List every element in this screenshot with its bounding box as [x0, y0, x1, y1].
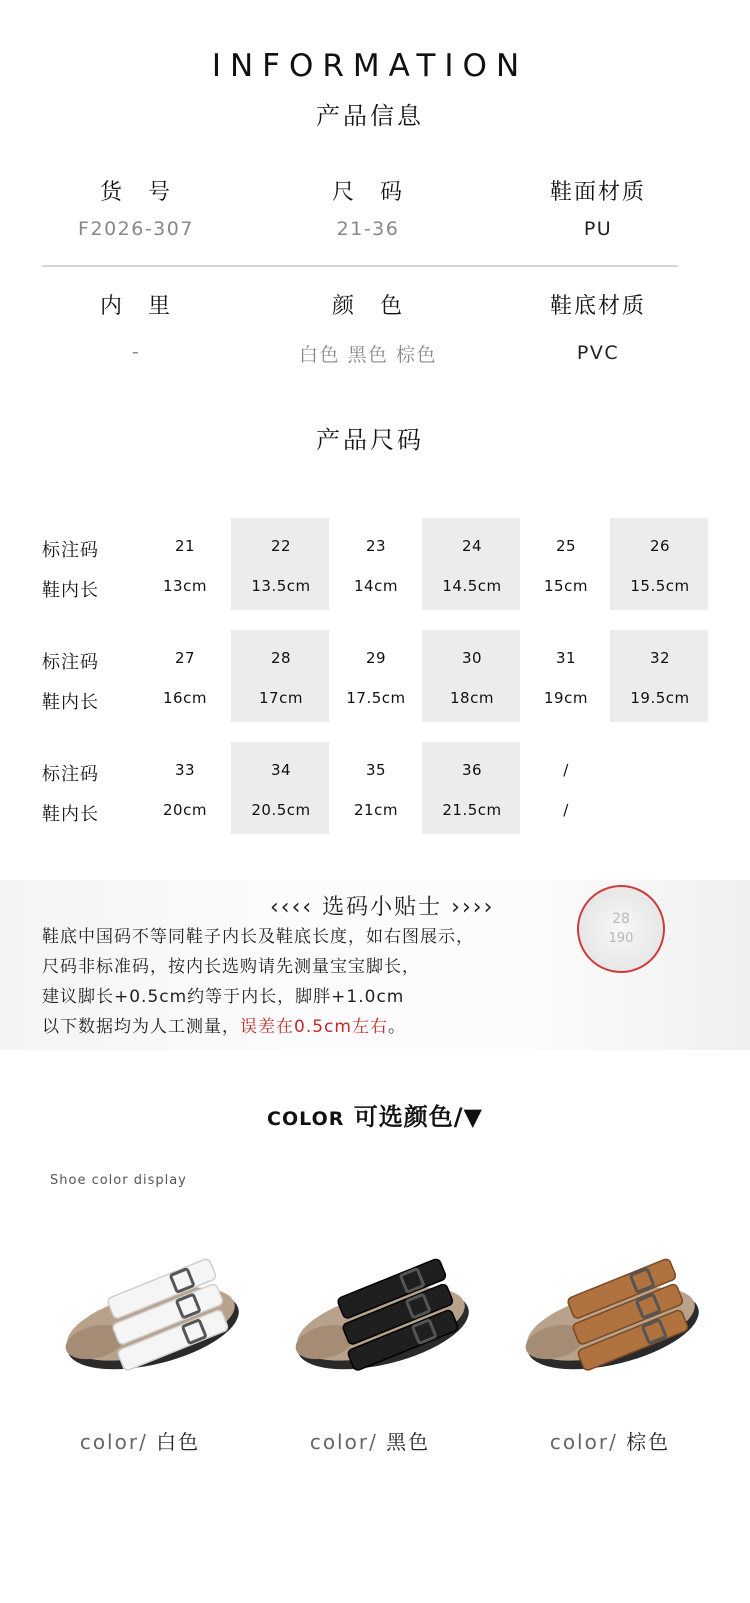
sandal-icon [55, 1250, 245, 1400]
size-length-label: 鞋内长 [42, 580, 99, 601]
size-code: 26 [649, 537, 671, 555]
shoe-image [285, 1250, 475, 1400]
shoe-color-display-label: Shoe color display [50, 1173, 187, 1188]
info-label-lining: 内 里 [99, 294, 172, 319]
size-code: 25 [555, 537, 577, 555]
info-value-upper-material: PU [583, 218, 613, 240]
sandal-icon [515, 1250, 705, 1400]
size-length: / [563, 801, 569, 819]
sole-size-photo [577, 885, 665, 973]
size-code: 28 [270, 649, 292, 667]
size-length: 15cm [544, 577, 588, 595]
color-heading-cn: 可选颜色/▼ [353, 1103, 483, 1131]
size-cell-shade [231, 630, 329, 722]
color-caption [270, 1426, 470, 1455]
tip-error-highlight: 误差在0.5cm左右 [240, 1017, 388, 1037]
size-code: 33 [174, 761, 196, 779]
sandal-icon [285, 1250, 475, 1400]
info-value-size: 21-36 [336, 218, 400, 240]
size-length-label: 鞋内长 [42, 804, 99, 825]
tip-line-3: 建议脚长+0.5cm约等于内长，脚胖+1.0cm [42, 987, 405, 1007]
color-caption-name: 黑色 [386, 1430, 431, 1454]
color-caption-prefix: color/ [549, 1430, 627, 1454]
size-code: 22 [270, 537, 292, 555]
size-length: 13.5cm [251, 577, 311, 595]
tip-line-4-suffix: 。 [387, 1017, 406, 1037]
shoe-image [515, 1250, 705, 1400]
color-caption-name: 棕色 [626, 1430, 671, 1454]
size-length: 14cm [354, 577, 398, 595]
size-section-title: 产品尺码 [316, 426, 424, 454]
shoe-image [55, 1250, 245, 1400]
size-length: 17.5cm [346, 689, 406, 707]
size-cell-shade [610, 518, 708, 610]
size-cell-shade [422, 630, 520, 722]
size-cell-shade [610, 630, 708, 722]
sole-length-number: 190 [608, 931, 634, 946]
size-code: 34 [270, 761, 292, 779]
tip-line-4-prefix: 以下数据均为人工测量， [42, 1017, 240, 1037]
tip-line-1: 鞋底中国码不等同鞋子内长及鞋底长度，如右图展示， [42, 927, 474, 947]
tips-title: ‹‹‹‹ 选码小贴士 ›››› [270, 895, 495, 920]
color-caption-name: 白色 [156, 1430, 201, 1454]
info-label-color: 颜 色 [331, 294, 404, 319]
size-code: 23 [365, 537, 387, 555]
size-code: 32 [649, 649, 671, 667]
size-code: 29 [365, 649, 387, 667]
size-length-label: 鞋内长 [42, 692, 99, 713]
size-length: 17cm [259, 689, 303, 707]
tip-line-2: 尺码非标准码，按内长选购请先测量宝宝脚长， [42, 957, 420, 977]
title-en: INFORMATION [211, 48, 529, 84]
size-length: 19cm [544, 689, 588, 707]
info-value-lining: - [131, 341, 141, 363]
size-cell-shade [231, 742, 329, 834]
color-heading [0, 1097, 750, 1132]
size-code: 24 [461, 537, 483, 555]
info-label-upper-material: 鞋面材质 [549, 180, 646, 205]
size-length: 16cm [163, 689, 207, 707]
info-value-color: 白色 黑色 棕色 [298, 344, 438, 366]
tip-line-4 [42, 1012, 406, 1037]
info-label-size: 尺 码 [331, 180, 404, 205]
size-length: 20cm [163, 801, 207, 819]
size-length: 18cm [450, 689, 494, 707]
info-label-sole-material: 鞋底材质 [549, 294, 646, 319]
size-code: 21 [174, 537, 196, 555]
size-code: 27 [174, 649, 196, 667]
color-heading-en: COLOR [267, 1108, 345, 1130]
title-cn: 产品信息 [316, 102, 424, 130]
size-cell-shade [231, 518, 329, 610]
size-code: 36 [461, 761, 483, 779]
size-code: 30 [461, 649, 483, 667]
size-code: 35 [365, 761, 387, 779]
size-cell-shade [422, 518, 520, 610]
size-code: / [563, 761, 569, 779]
info-label-article: 货 号 [99, 180, 172, 205]
color-caption-prefix: color/ [79, 1430, 157, 1454]
size-length: 20.5cm [251, 801, 311, 819]
color-caption [510, 1426, 710, 1455]
size-code-label: 标注码 [42, 652, 99, 673]
size-code-label: 标注码 [42, 764, 99, 785]
size-length: 21.5cm [442, 801, 502, 819]
size-length: 15.5cm [630, 577, 690, 595]
size-code-label: 标注码 [42, 540, 99, 561]
color-caption [40, 1426, 240, 1455]
info-value-sole-material: PVC [576, 342, 620, 364]
size-cell-shade [422, 742, 520, 834]
size-length: 19.5cm [630, 689, 690, 707]
size-length: 21cm [354, 801, 398, 819]
info-divider [42, 265, 678, 267]
sole-size-number: 28 [612, 911, 630, 927]
size-length: 14.5cm [442, 577, 502, 595]
info-value-article: F2026-307 [78, 218, 194, 240]
color-caption-prefix: color/ [309, 1430, 387, 1454]
size-length: 13cm [163, 577, 207, 595]
size-code: 31 [555, 649, 577, 667]
